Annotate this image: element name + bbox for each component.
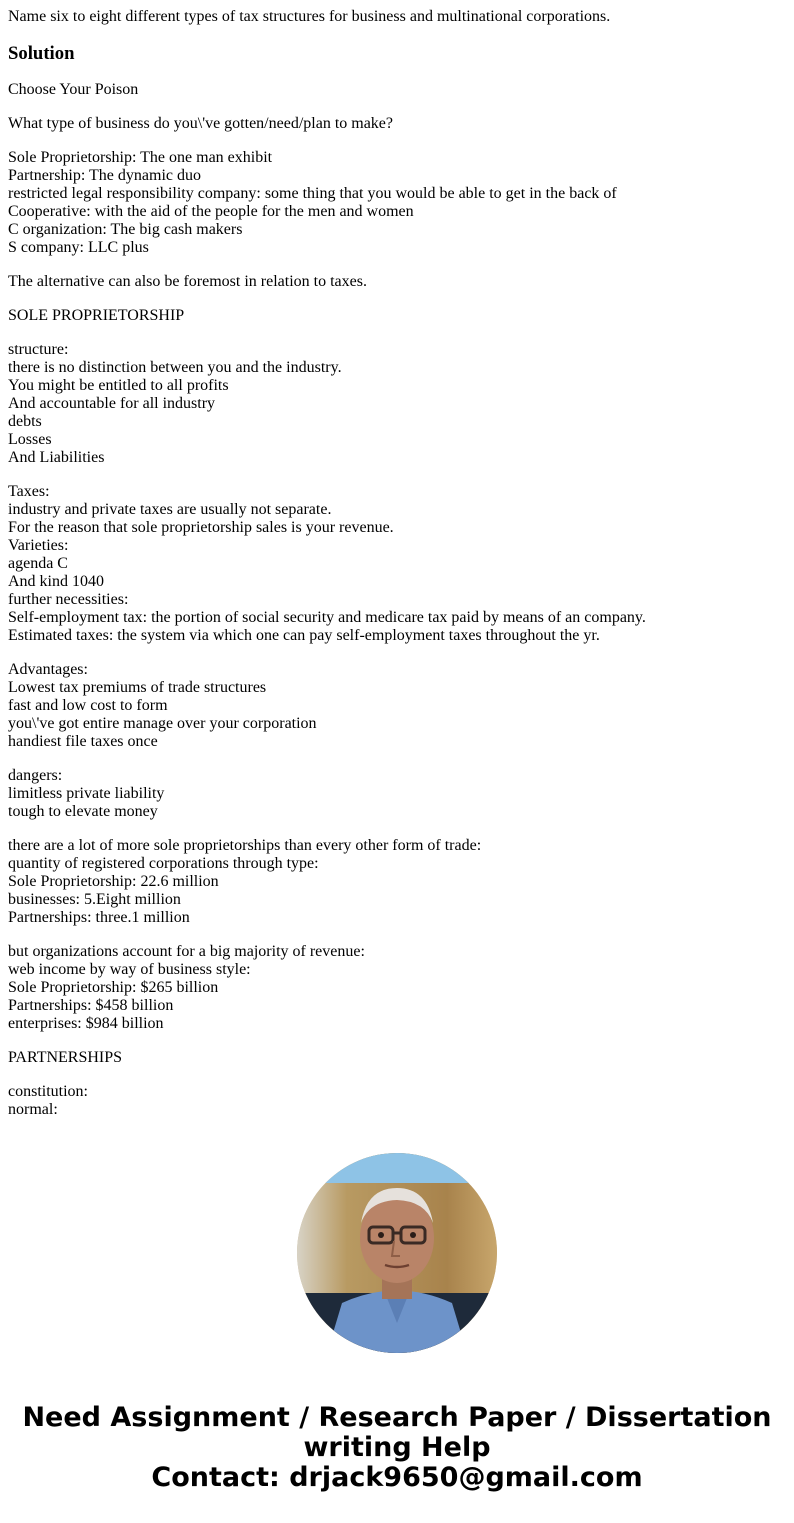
- text-line: And Liabilities: [8, 449, 105, 466]
- text-line: web income by way of business style:: [8, 961, 251, 978]
- banner-line-1: Need Assignment / Research Paper / Dissertation: [22, 1402, 772, 1433]
- text-line: S company: LLC plus: [8, 239, 149, 256]
- text-line: C organization: The big cash makers: [8, 221, 243, 238]
- text-line: industry and private taxes are usually not separate.: [8, 501, 332, 518]
- text-line: Estimated taxes: the system via which one can pay self-employment taxes throughout the yr.: [8, 627, 600, 644]
- text-line: Cooperative: with the aid of the people for the men and women: [8, 203, 414, 220]
- solution-paragraph: [8, 1049, 786, 1067]
- text-line: but organizations account for a big majority of revenue:: [8, 943, 365, 960]
- text-line: there are a lot of more sole proprietorships than every other form of trade:: [8, 837, 482, 854]
- text-line: Lowest tax premiums of trade structures: [8, 679, 267, 696]
- text-line: constitution:: [8, 1083, 88, 1100]
- text-line: For the reason that sole proprietorship sales is your revenue.: [8, 519, 394, 536]
- text-line: Partnership: The dynamic duo: [8, 167, 201, 184]
- text-line: debts: [8, 413, 42, 430]
- banner-line-2: writing Help: [303, 1432, 491, 1463]
- text-line: PARTNERSHIPS: [8, 1049, 123, 1066]
- text-line: structure:: [8, 341, 69, 358]
- text-line: tough to elevate money: [8, 803, 158, 820]
- text-line: restricted legal responsibility company: some thing that you would be able to get in the back of: [8, 185, 617, 202]
- text-line: you\'ve got entire manage over your corporation: [8, 715, 317, 732]
- text-line: The alternative can also be foremost in relation to taxes.: [8, 273, 367, 290]
- solution-paragraphs: [8, 81, 786, 1119]
- text-line: Varieties:: [8, 537, 69, 554]
- text-line: And accountable for all industry: [8, 395, 216, 412]
- text-line: dangers:: [8, 767, 63, 784]
- solution-paragraph: [8, 1083, 786, 1119]
- solution-paragraph: [8, 341, 786, 467]
- text-line: Advantages:: [8, 661, 88, 678]
- contact-banner: [0, 1403, 794, 1493]
- solution-paragraph: [8, 149, 786, 257]
- text-line: agenda C: [8, 555, 68, 572]
- text-line: Partnerships: $458 billion: [8, 997, 174, 1014]
- text-line: Partnerships: three.1 million: [8, 909, 190, 926]
- text-line: there is no distinction between you and the industry.: [8, 359, 342, 376]
- text-line: Self-employment tax: the portion of social security and medicare tax paid by means of an company.: [8, 609, 646, 626]
- solution-heading: Solution: [8, 43, 75, 64]
- text-line: Taxes:: [8, 483, 50, 500]
- portrait-image: [297, 1153, 497, 1353]
- text-line: handiest file taxes once: [8, 733, 158, 750]
- text-line: Sole Proprietorship: $265 billion: [8, 979, 219, 996]
- text-line: enterprises: $984 billion: [8, 1015, 164, 1032]
- text-line: You might be entitled to all profits: [8, 377, 229, 394]
- banner-contact-email: Contact: drjack9650@gmail.com: [151, 1462, 643, 1493]
- solution-paragraph: [8, 661, 786, 751]
- text-line: Sole Proprietorship: The one man exhibit: [8, 149, 273, 166]
- solution-paragraph: [8, 837, 786, 927]
- text-line: SOLE PROPRIETORSHIP: [8, 307, 185, 324]
- solution-paragraph: [8, 483, 786, 645]
- solution-paragraph: [8, 273, 786, 291]
- text-line: normal:: [8, 1101, 58, 1118]
- author-photo: [297, 1153, 497, 1353]
- text-line: Choose Your Poison: [8, 81, 139, 98]
- solution-paragraph: [8, 81, 786, 99]
- solution-paragraph: [8, 943, 786, 1033]
- text-line: limitless private liability: [8, 785, 165, 802]
- text-line: quantity of registered corporations through type:: [8, 855, 319, 872]
- text-line: Sole Proprietorship: 22.6 million: [8, 873, 219, 890]
- solution-paragraph: [8, 767, 786, 821]
- text-line: further necessities:: [8, 591, 129, 608]
- text-line: And kind 1040: [8, 573, 104, 590]
- text-line: fast and low cost to form: [8, 697, 168, 714]
- solution-paragraph: [8, 307, 786, 325]
- solution-paragraph: [8, 115, 786, 133]
- text-line: Losses: [8, 431, 52, 448]
- text-line: businesses: 5.Eight million: [8, 891, 181, 908]
- question-text: Name six to eight different types of tax structures for business and multinational corporations.: [8, 8, 611, 25]
- text-line: What type of business do you\'ve gotten/need/plan to make?: [8, 115, 394, 132]
